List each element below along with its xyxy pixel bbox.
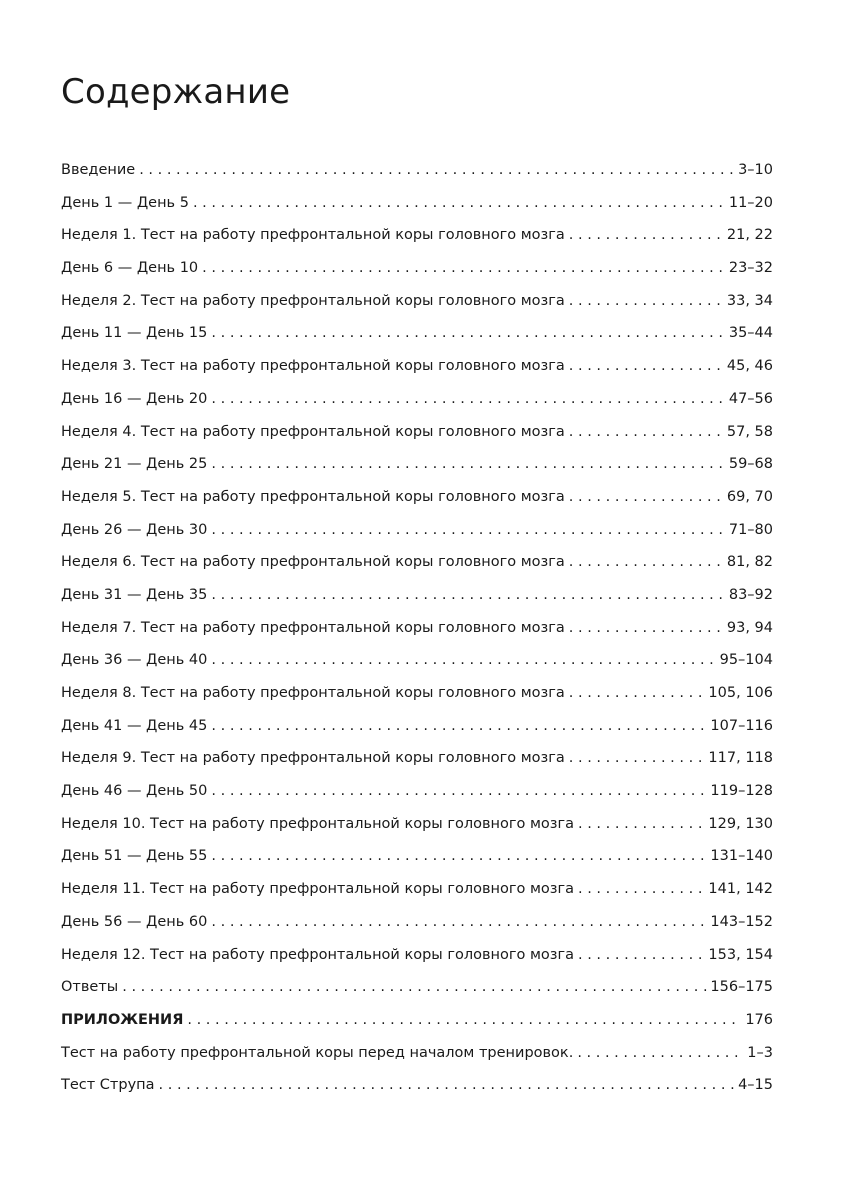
toc-entry-pages: 93, 94: [726, 619, 773, 636]
toc-entry-pages: 3–10: [738, 162, 773, 178]
toc-entry-title: Неделя 5. Тест на работу префронтальной коры головного мозга: [61, 488, 565, 505]
toc-entry[interactable]: [61, 612, 773, 645]
toc-entry[interactable]: [61, 383, 773, 416]
dot-leader: [211, 906, 707, 939]
toc-entry-pages: 119–128: [710, 783, 773, 800]
toc-entry-title: Неделя 10. Тест на работу префронтальной коры головного мозга: [61, 815, 574, 832]
dot-leader: [211, 840, 707, 873]
toc-entry-pages: 71–80: [728, 521, 773, 538]
toc-entry-pages: 1–3: [747, 1044, 773, 1061]
dot-leader: [159, 1069, 736, 1102]
toc-entry[interactable]: [61, 317, 773, 350]
dot-leader: [211, 644, 716, 677]
dot-leader: [211, 514, 725, 547]
toc-entry[interactable]: [61, 252, 773, 285]
dot-leader: [202, 252, 726, 285]
dot-leader: [122, 971, 707, 1004]
toc-entry-pages: 141, 142: [708, 881, 773, 898]
toc-entry[interactable]: [61, 873, 773, 906]
dot-leader: [187, 1004, 742, 1037]
toc-entry-title: День 31 — День 35: [61, 586, 208, 603]
toc-entry-pages: 117, 118: [708, 750, 773, 767]
toc-entry[interactable]: [61, 1004, 773, 1037]
toc-entry-title: Ответы: [61, 979, 119, 996]
toc-entry-title: День 6 — День 10: [61, 260, 199, 277]
toc-entry-title: День 56 — День 60: [61, 913, 208, 930]
toc-entry[interactable]: [61, 448, 773, 481]
dot-leader: [569, 612, 724, 645]
toc-entry-pages: 57, 58: [726, 423, 773, 440]
toc-entry-title: Неделя 1. Тест на работу префронтальной коры головного мозга: [61, 227, 565, 244]
toc-entry[interactable]: [61, 906, 773, 939]
toc-entry[interactable]: [61, 710, 773, 743]
dot-leader: [569, 546, 724, 579]
toc-entry[interactable]: [61, 1037, 773, 1070]
toc-entry[interactable]: [61, 742, 773, 775]
toc-entry-title: День 51 — День 55: [61, 848, 208, 865]
toc-entry-pages: 131–140: [710, 848, 773, 865]
toc-entry-pages: 129, 130: [708, 815, 773, 832]
toc-entry-pages: 95–104: [719, 652, 773, 669]
dot-leader: [211, 383, 725, 416]
toc-entry-title: Неделя 8. Тест на работу префронтальной коры головного мозга: [61, 685, 565, 701]
toc-entry-pages: 143–152: [710, 913, 773, 930]
toc-entry[interactable]: [61, 971, 773, 1004]
toc-entry-pages: 176: [745, 1011, 773, 1028]
dot-leader: [578, 873, 705, 906]
toc-entry-title: Введение: [61, 162, 136, 178]
toc-entry-title: День 11 — День 15: [61, 325, 208, 342]
toc-entry[interactable]: [61, 1069, 773, 1102]
dot-leader: [569, 677, 706, 710]
toc-entry-title: День 36 — День 40: [61, 652, 208, 669]
toc-entry-title: Неделя 7. Тест на работу префронтальной коры головного мозга: [61, 619, 565, 636]
toc-entry[interactable]: [61, 514, 773, 547]
dot-leader: [569, 481, 724, 514]
dot-leader: [211, 579, 725, 612]
toc-entry[interactable]: [61, 285, 773, 318]
toc-entry-pages: 33, 34: [726, 292, 773, 309]
toc-entry[interactable]: [61, 939, 773, 972]
toc-entry-pages: 69, 70: [726, 488, 773, 505]
toc-entry[interactable]: [61, 154, 773, 187]
toc-entry-pages: 11–20: [728, 194, 773, 211]
toc-entry-title: Тест Струпа: [61, 1077, 155, 1094]
table-of-contents: [61, 154, 773, 1102]
toc-entry-title: Неделя 9. Тест на работу префронтальной коры головного мозга: [61, 750, 565, 767]
dot-leader: [211, 710, 707, 743]
toc-entry-title: День 46 — День 50: [61, 783, 208, 800]
toc-entry-pages: 45, 46: [726, 358, 773, 375]
dot-leader: [569, 219, 724, 252]
toc-entry[interactable]: [61, 416, 773, 449]
page-title: Содержание: [61, 72, 291, 112]
toc-entry[interactable]: [61, 546, 773, 579]
toc-entry-pages: 105, 106: [708, 685, 773, 701]
toc-entry[interactable]: [61, 644, 773, 677]
dot-leader: [569, 285, 724, 318]
dot-leader: [193, 187, 726, 220]
toc-entry[interactable]: [61, 350, 773, 383]
toc-entry-title: Неделя 2. Тест на работу префронтальной коры головного мозга: [61, 292, 565, 309]
toc-entry-title: Неделя 12. Тест на работу префронтальной коры головного мозга: [61, 946, 574, 963]
toc-entry-title: День 1 — День 5: [61, 194, 189, 211]
toc-entry-pages: 47–56: [728, 390, 773, 407]
toc-entry-title: Неделя 6. Тест на работу префронтальной коры головного мозга: [61, 554, 565, 571]
toc-entry-title: День 16 — День 20: [61, 390, 208, 407]
dot-leader: [569, 350, 724, 383]
toc-entry-title: Неделя 4. Тест на работу префронтальной коры головного мозга: [61, 423, 565, 440]
toc-entry-pages: 59–68: [728, 456, 773, 473]
toc-entry[interactable]: [61, 579, 773, 612]
toc-entry-pages: 81, 82: [726, 554, 773, 571]
toc-entry[interactable]: [61, 219, 773, 252]
dot-leader: [577, 1037, 744, 1070]
toc-entry[interactable]: [61, 775, 773, 808]
toc-entry[interactable]: [61, 840, 773, 873]
toc-entry-pages: 107–116: [710, 717, 773, 734]
toc-entry-pages: 21, 22: [726, 227, 773, 244]
toc-entry-pages: 153, 154: [708, 946, 773, 963]
dot-leader: [569, 742, 706, 775]
toc-entry-title: День 21 — День 25: [61, 456, 208, 473]
toc-entry-title: День 41 — День 45: [61, 717, 208, 734]
toc-entry-title: Тест на работу префронтальной коры перед началом тренировок.: [61, 1044, 574, 1061]
dot-leader: [569, 416, 724, 449]
toc-entry[interactable]: [61, 481, 773, 514]
dot-leader: [211, 317, 725, 350]
toc-entry-title: Неделя 11. Тест на работу префронтальной коры головного мозга: [61, 881, 574, 898]
toc-entry-title: Неделя 3. Тест на работу префронтальной коры головного мозга: [61, 358, 565, 375]
toc-entry-pages: 83–92: [728, 586, 773, 603]
dot-leader: [578, 939, 705, 972]
toc-entry-title: ПРИЛОЖЕНИЯ: [61, 1011, 184, 1028]
dot-leader: [211, 775, 707, 808]
dot-leader: [578, 808, 705, 841]
toc-entry[interactable]: [61, 808, 773, 841]
dot-leader: [139, 154, 735, 187]
toc-entry-pages: 156–175: [710, 979, 773, 996]
toc-entry[interactable]: [61, 677, 773, 710]
toc-entry-pages: 35–44: [728, 325, 773, 342]
toc-entry-pages: 4–15: [738, 1077, 773, 1094]
toc-entry-title: День 26 — День 30: [61, 521, 208, 538]
toc-entry-pages: 23–32: [728, 260, 773, 277]
dot-leader: [211, 448, 725, 481]
toc-entry[interactable]: [61, 187, 773, 220]
